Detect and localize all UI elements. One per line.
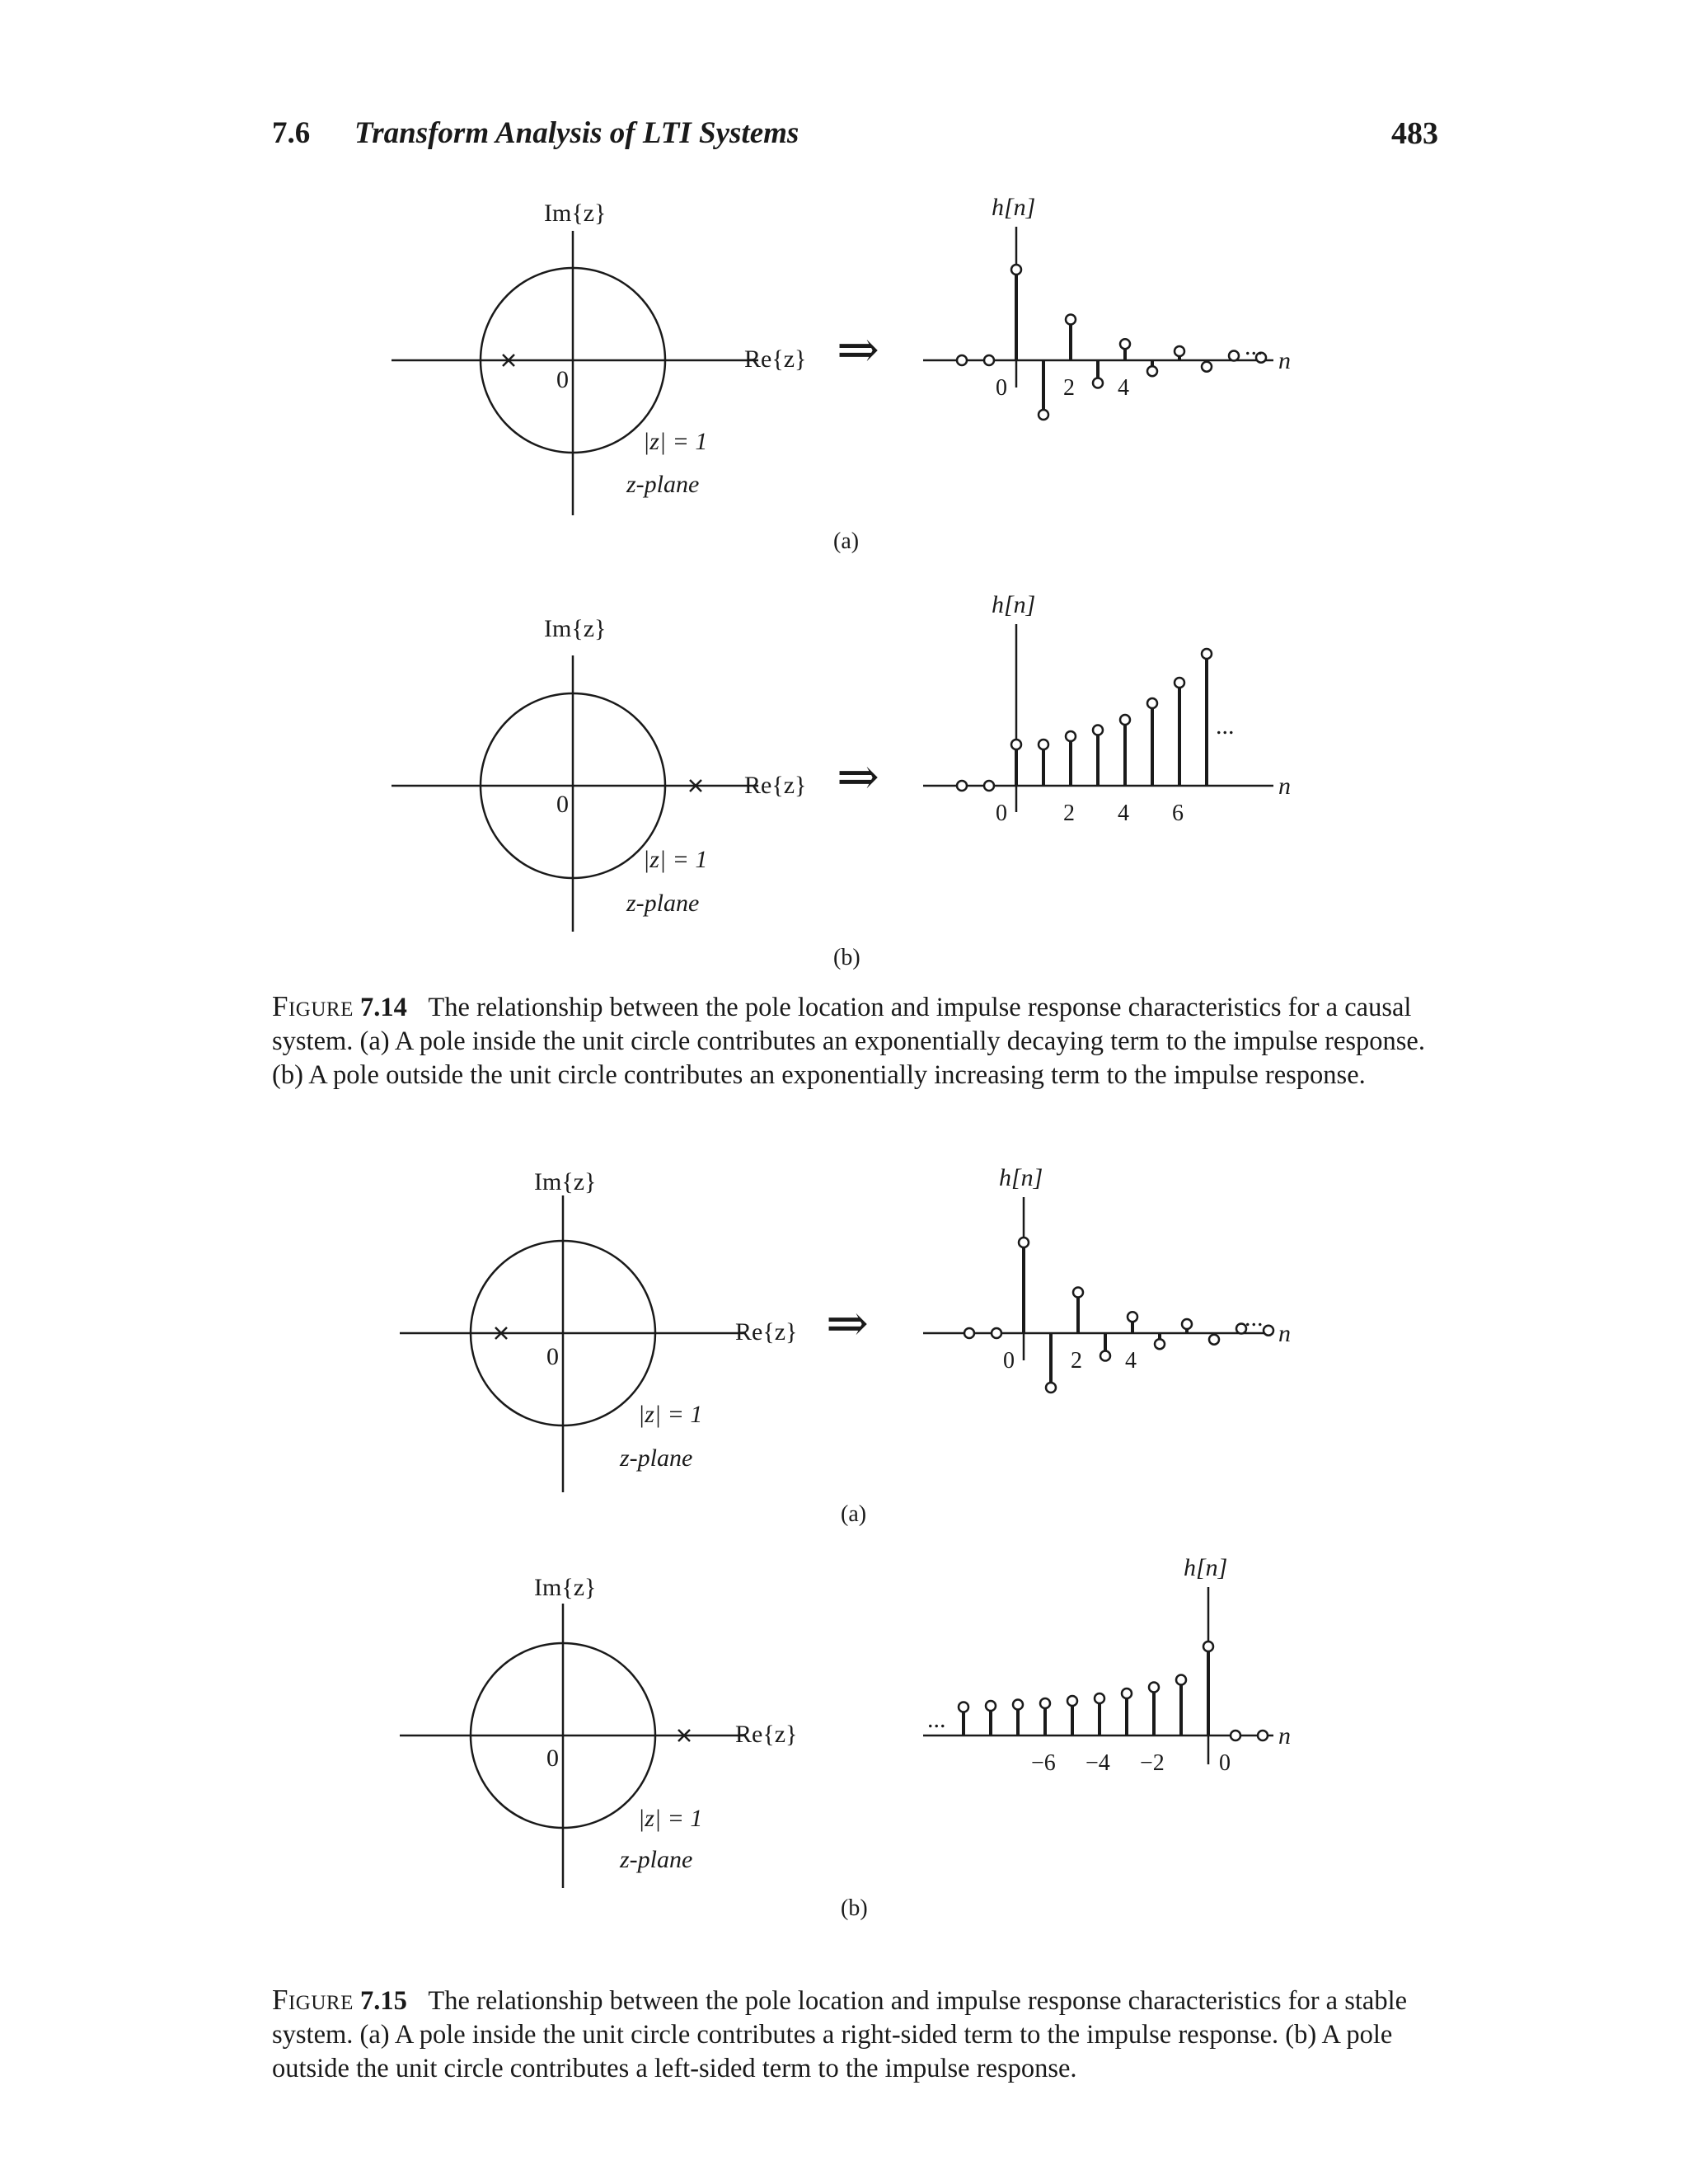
stem-marker [1066,315,1076,325]
panel-label: (b) [833,945,860,970]
re-axis-label: Re{z} [735,1721,798,1748]
z-plane-b-714 [392,615,806,932]
caption-number: 7.15 [359,1986,407,2016]
n-axis-label: n [1278,1722,1291,1750]
stem-marker [1264,1326,1273,1336]
plane-label: z-plane [626,890,700,917]
plane-label: z-plane [620,1444,693,1472]
implication-arrow: ⇒ [837,749,879,805]
stem-marker [1147,366,1157,376]
stem-marker [1122,1688,1132,1698]
stem-marker [1019,1238,1029,1247]
impulse-response-b-715 [923,1554,1291,1776]
caption-label: Figure [272,1984,354,2016]
figure-7-14-caption [272,989,1442,1092]
stem-marker [1100,1351,1110,1361]
stem-marker [1149,1683,1159,1693]
stem-marker [1013,1700,1023,1710]
z-plane-a-715 [400,1168,797,1492]
stem-marker [1039,740,1048,749]
stem-marker [984,355,994,365]
tick-label: 4 [1125,1348,1137,1374]
origin-label: 0 [556,791,569,818]
stem-marker [1176,1675,1186,1685]
origin-label: 0 [546,1343,559,1370]
hn-axis-label: h[n] [992,591,1036,618]
tick-label: 0 [1003,1348,1015,1374]
implication-arrow: ⇒ [826,1296,869,1352]
stem-marker [1067,1696,1077,1706]
hn-axis-label: h[n] [992,194,1036,221]
origin-label: 0 [546,1745,559,1772]
stem-marker [957,781,967,791]
ellipsis: ... [1216,712,1235,740]
caption-text: The relationship between the pole location and impulse response characteristics for a stable system. (a) A pole inside the unit circle contributes a right-sided term to the impulse response. (b) A pole outside the unit circle contributes a left-sided term to the impulse response. [272,1986,1408,2083]
implication-arrow: ⇒ [837,322,879,378]
page-number: 483 [1391,116,1438,151]
origin-label: 0 [556,366,569,393]
unit-circle-label: |z| = 1 [643,846,708,873]
figure-7-15-graphics [0,1138,1688,2045]
panel-label: (a) [841,1501,867,1527]
ellipsis: ... [927,1706,946,1733]
stem-marker [992,1328,1001,1338]
stem-marker [1073,1288,1083,1298]
unit-circle-label: |z| = 1 [643,428,708,455]
impulse-response-b-714 [923,591,1291,826]
stem-marker [1229,351,1239,361]
stem-marker [1120,339,1130,349]
im-axis-label: Im{z} [534,1168,597,1195]
n-axis-label: n [1278,347,1291,374]
stem-marker [984,781,994,791]
stem-marker [1182,1319,1192,1329]
im-axis-label: Im{z} [544,615,607,642]
panel-label: (a) [833,528,860,554]
section-title: Transform Analysis of LTI Systems [354,116,799,150]
tick-label: 4 [1118,801,1129,826]
figure-7-15-caption [272,1983,1442,2086]
re-axis-label: Re{z} [744,345,807,373]
stem-marker [1095,1693,1104,1703]
stem-marker [1093,726,1103,735]
stem-marker [1155,1339,1165,1349]
ellipsis: ... [1245,333,1264,360]
tick-label: −4 [1085,1750,1110,1776]
tick-label: −2 [1140,1750,1165,1776]
re-axis-label: Re{z} [735,1318,798,1346]
stem-marker [1203,1642,1213,1651]
stem-marker [1202,362,1212,372]
tick-label: 2 [1071,1348,1082,1374]
im-axis-label: Im{z} [544,200,607,227]
plane-label: z-plane [626,471,700,498]
unit-circle-label: |z| = 1 [638,1401,703,1428]
stem-marker [1175,678,1184,688]
tick-label: 0 [1219,1750,1231,1776]
tick-label: 0 [996,801,1007,826]
stem-marker [1011,740,1021,749]
stem-marker [1175,346,1184,356]
stem-marker [1231,1731,1240,1740]
stem-marker [1011,265,1021,275]
stem-marker [986,1701,996,1711]
impulse-response-a-714 [923,194,1291,420]
stem-marker [964,1328,974,1338]
stem-marker [1093,378,1103,388]
re-axis-label: Re{z} [744,772,807,799]
im-axis-label: Im{z} [534,1574,597,1601]
stem-marker [1128,1312,1137,1322]
tick-label: 2 [1063,375,1075,401]
hn-axis-label: h[n] [1184,1554,1228,1581]
hn-axis-label: h[n] [999,1164,1043,1191]
z-plane-b-715 [400,1574,797,1888]
tick-label: 2 [1063,801,1075,826]
stem-marker [1258,1731,1268,1740]
stem-marker [1147,698,1157,708]
z-plane-a-714 [392,200,806,515]
tick-label: 4 [1118,375,1129,401]
plane-label: z-plane [620,1846,693,1873]
tick-label: −6 [1031,1750,1056,1776]
caption-text: The relationship between the pole location and impulse response characteristics for a causal system. (a) A pole inside the unit circle contributes an exponentially decaying term to the impulse response. (b) A pole outside the unit circle contributes an exponentially increasing term to the impulse response. [272,993,1425,1090]
tick-label: 6 [1172,801,1184,826]
stem-marker [957,355,967,365]
stem-marker [1120,715,1130,725]
stem-marker [1066,731,1076,741]
stem-marker [1209,1335,1219,1345]
ellipsis: ... [1245,1304,1264,1332]
unit-circle-label: |z| = 1 [638,1805,703,1832]
n-axis-label: n [1278,773,1291,800]
caption-label: Figure [272,990,354,1022]
section-number: 7.6 [272,116,311,150]
stem-marker [1046,1383,1056,1393]
stem-marker [1202,649,1212,659]
panel-label: (b) [841,1895,868,1921]
impulse-response-a-715 [923,1164,1291,1393]
caption-number: 7.14 [359,993,407,1022]
tick-label: 0 [996,375,1007,401]
stem-marker [959,1703,968,1712]
stem-marker [1039,410,1048,420]
stem-marker [1040,1698,1050,1708]
n-axis-label: n [1278,1320,1291,1347]
